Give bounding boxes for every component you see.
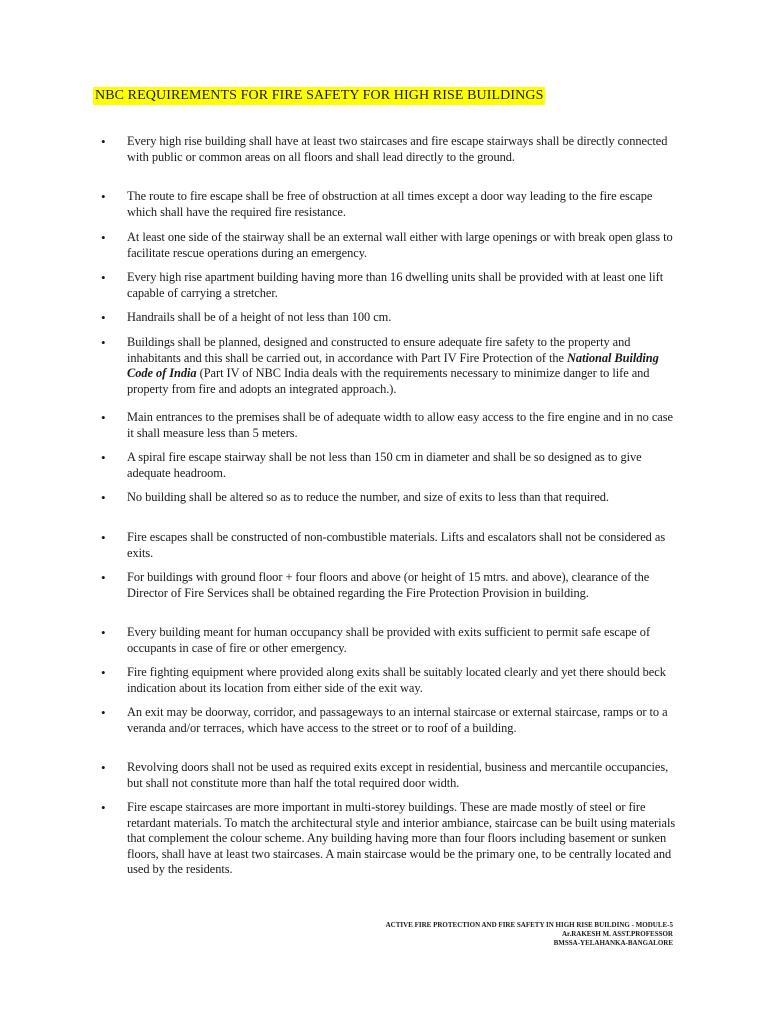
bullet-icon: • (101, 665, 106, 680)
footer-module-line: ACTIVE FIRE PROTECTION AND FIRE SAFETY IN HIGH RISE BUILDING - MODULE-5 (385, 921, 673, 929)
bullet-icon: • (101, 625, 106, 640)
bullet-icon: • (101, 310, 106, 325)
list-item-text-lead: Buildings shall be planned, designed and constructed to ensure adequate fire safety to the property and inhabitants and this shall be carried out, in accordance with Part IV Fire Protection of the (127, 335, 631, 365)
bullet-icon: • (101, 450, 106, 465)
list-item-text-tail: (Part IV of NBC India deals with the requirements necessary to minimize danger to life and property from fire and adopts an integrated approach.). (127, 366, 650, 396)
bullet-icon: • (101, 530, 106, 545)
list-item-text: Main entrances to the premises shall be of adequate width to allow easy access to the fire engine and in no case it shall measure less than 5 meters. (127, 410, 673, 440)
list-item-text: Fire fighting equipment where provided along exits shall be suitably located clearly and yet there should beck indication about its location from either side of the exit way. (127, 665, 666, 695)
list-item-text: At least one side of the stairway shall be an external wall either with large openings or with break open glass to facilitate rescue operations during an emergency. (127, 230, 673, 260)
bullet-icon: • (101, 570, 106, 585)
bullet-icon: • (101, 335, 106, 350)
list-item-text: Every high rise apartment building having more than 16 dwelling units shall be provided with at least one lift capable of carrying a stretcher. (127, 270, 664, 300)
list-item-text: For buildings with ground floor + four floors and above (or height of 15 mtrs. and above), clearance of the Director of Fire Services shall be obtained regarding the Fire Protection Provision in building. (127, 570, 650, 600)
bullet-icon: • (101, 760, 106, 775)
bullet-icon: • (101, 800, 106, 815)
list-item-text: An exit may be doorway, corridor, and passageways to an internal staircase or external staircase, ramps or to a veranda and/or terraces, which have access to the street or to roof of a building. (127, 705, 668, 735)
list-item-text: No building shall be altered so as to reduce the number, and size of exits to less than that required. (127, 490, 609, 504)
list-item-text: A spiral fire escape stairway shall be not less than 150 cm in diameter and shall be so designed as to give adequate headroom. (127, 450, 642, 480)
bullet-icon: • (101, 134, 106, 149)
page-footer (386, 921, 673, 948)
bullet-icon: • (101, 230, 106, 245)
list-item-text: Every high rise building shall have at least two staircases and fire escape stairways shall be directly connected with public or common areas on all floors and shall lead directly to the ground. (127, 134, 668, 164)
list-item-text: Every building meant for human occupancy shall be provided with exits sufficient to permit safe escape of occupants in case of fire or other emergency. (127, 625, 651, 655)
list-item-text: Fire escape staircases are more important in multi-storey buildings. These are made mostly of steel or fire retardant materials. To match the architectural style and interior ambiance, staircase can be built using materials that complement the colour scheme. Any building having more than four floors including basement or sunken floors, shall have at least two staircases. A main staircase would be the primary one, to be centrally located and used by the residents. (127, 800, 676, 876)
bullet-icon: • (101, 705, 106, 720)
footer-institution-line: BMSSA-YELAHANKA-BANGALORE (553, 939, 673, 947)
bullet-icon: • (101, 410, 106, 425)
bullet-icon: • (101, 270, 106, 285)
list-item-text: The route to fire escape shall be free of obstruction at all times except a door way leading to the fire escape which shall have the required fire resistance. (127, 189, 653, 219)
code-reference: National Building Code of India (127, 350, 659, 380)
bullet-icon: • (101, 490, 106, 505)
bullet-icon: • (101, 189, 106, 204)
list-item-text: Revolving doors shall not be used as required exits except in residential, business and mercantile occupancies, but shall not constitute more than half the total required door width. (127, 760, 669, 790)
footer-author-line: Ar.RAKESH M. ASST.PROFESSOR (561, 930, 673, 938)
page-title: NBC REQUIREMENTS FOR FIRE SAFETY FOR HIGH RISE BUILDINGS (95, 88, 544, 103)
list-item-text: Fire escapes shall be constructed of non-combustible materials. Lifts and escalators shall not be considered as exits. (127, 530, 666, 560)
list-item-text (127, 335, 679, 397)
list-item-text: Handrails shall be of a height of not less than 100 cm. (127, 310, 392, 324)
